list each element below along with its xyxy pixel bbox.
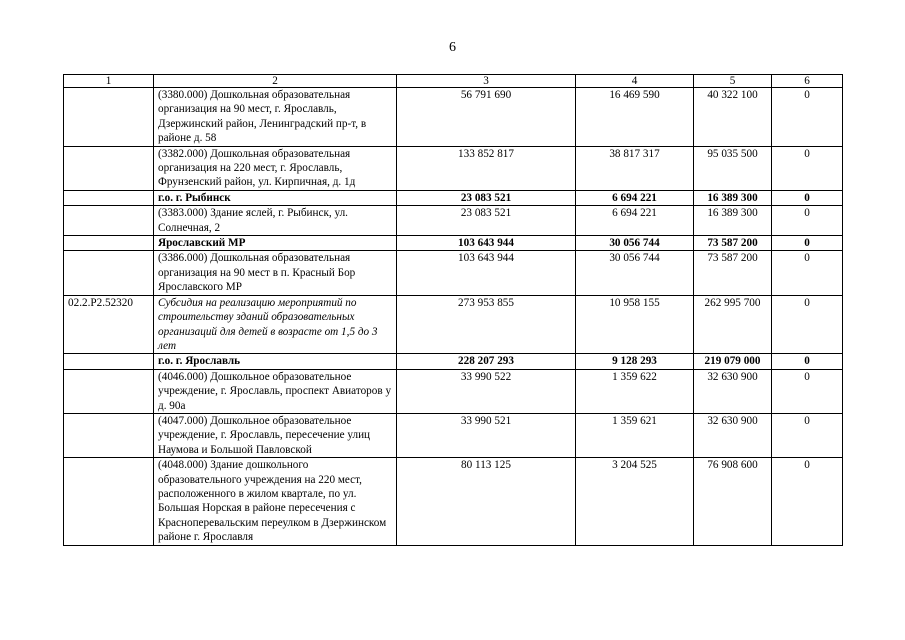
other-cell: 0 bbox=[772, 458, 843, 545]
other-cell: 0 bbox=[772, 88, 843, 147]
federal-budget-cell: 76 908 600 bbox=[694, 458, 772, 545]
other-cell: 0 bbox=[772, 236, 843, 251]
regional-budget-cell: 38 817 317 bbox=[576, 146, 694, 190]
regional-budget-cell: 30 056 744 bbox=[576, 236, 694, 251]
table-row bbox=[64, 236, 843, 251]
name-cell: Субсидия на реализацию мероприятий по строительству зданий образовательных организаций для детей в возрасте от 1,5 до 3 лет bbox=[154, 295, 397, 354]
table-row bbox=[64, 413, 843, 457]
name-cell: (4046.000) Дошкольное образовательное учреждение, г. Ярославль, проспект Авиаторов у д. 90а bbox=[154, 369, 397, 413]
total-cell: 33 990 522 bbox=[397, 369, 576, 413]
regional-budget-cell: 10 958 155 bbox=[576, 295, 694, 354]
federal-budget-cell: 73 587 200 bbox=[694, 236, 772, 251]
code-cell: 02.2.P2.52320 bbox=[64, 295, 154, 354]
table-row bbox=[64, 369, 843, 413]
federal-budget-cell: 95 035 500 bbox=[694, 146, 772, 190]
code-cell bbox=[64, 458, 154, 545]
code-cell bbox=[64, 146, 154, 190]
other-cell: 0 bbox=[772, 190, 843, 205]
name-cell: (3383.000) Здание яслей, г. Рыбинск, ул. Солнечная, 2 bbox=[154, 206, 397, 236]
code-cell bbox=[64, 251, 154, 295]
column-header: 2 bbox=[154, 75, 397, 88]
table-row bbox=[64, 190, 843, 205]
column-header: 1 bbox=[64, 75, 154, 88]
page-number: 6 bbox=[449, 40, 456, 55]
name-cell: (4047.000) Дошкольное образовательное учреждение, г. Ярославль, пересечение улиц Наумова и Большой Павловской bbox=[154, 413, 397, 457]
table-row bbox=[64, 206, 843, 236]
federal-budget-cell: 262 995 700 bbox=[694, 295, 772, 354]
table-header-row bbox=[64, 75, 843, 88]
regional-budget-cell: 6 694 221 bbox=[576, 190, 694, 205]
column-header: 3 bbox=[397, 75, 576, 88]
code-cell bbox=[64, 88, 154, 147]
regional-budget-cell: 6 694 221 bbox=[576, 206, 694, 236]
table-row bbox=[64, 88, 843, 147]
code-cell bbox=[64, 369, 154, 413]
other-cell: 0 bbox=[772, 206, 843, 236]
other-cell: 0 bbox=[772, 251, 843, 295]
total-cell: 103 643 944 bbox=[397, 251, 576, 295]
name-cell: (3382.000) Дошкольная образовательная организация на 220 мест, г. Ярославль, Фрунзенский район, ул. Кирпичная, д. 1д bbox=[154, 146, 397, 190]
code-cell bbox=[64, 236, 154, 251]
total-cell: 228 207 293 bbox=[397, 354, 576, 369]
federal-budget-cell: 16 389 300 bbox=[694, 190, 772, 205]
regional-budget-cell: 1 359 622 bbox=[576, 369, 694, 413]
other-cell: 0 bbox=[772, 295, 843, 354]
total-cell: 56 791 690 bbox=[397, 88, 576, 147]
column-header: 5 bbox=[694, 75, 772, 88]
table-row bbox=[64, 295, 843, 354]
federal-budget-cell: 32 630 900 bbox=[694, 369, 772, 413]
budget-table bbox=[63, 74, 843, 546]
total-cell: 273 953 855 bbox=[397, 295, 576, 354]
column-header: 6 bbox=[772, 75, 843, 88]
regional-budget-cell: 16 469 590 bbox=[576, 88, 694, 147]
code-cell bbox=[64, 206, 154, 236]
name-cell: (3380.000) Дошкольная образовательная организация на 90 мест, г. Ярославль, Дзержинский район, Ленинградский пр-т, в районе д. 58 bbox=[154, 88, 397, 147]
total-cell: 33 990 521 bbox=[397, 413, 576, 457]
name-cell: Ярославский МР bbox=[154, 236, 397, 251]
regional-budget-cell: 1 359 621 bbox=[576, 413, 694, 457]
other-cell: 0 bbox=[772, 146, 843, 190]
regional-budget-cell: 30 056 744 bbox=[576, 251, 694, 295]
table-row bbox=[64, 458, 843, 545]
total-cell: 23 083 521 bbox=[397, 206, 576, 236]
table-row bbox=[64, 354, 843, 369]
table-row bbox=[64, 251, 843, 295]
total-cell: 80 113 125 bbox=[397, 458, 576, 545]
federal-budget-cell: 32 630 900 bbox=[694, 413, 772, 457]
other-cell: 0 bbox=[772, 369, 843, 413]
other-cell: 0 bbox=[772, 354, 843, 369]
federal-budget-cell: 73 587 200 bbox=[694, 251, 772, 295]
name-cell: (4048.000) Здание дошкольного образовательного учреждения на 220 мест, расположенного в жилом квартале, по ул. Большая Норская в районе пересечения с Красноперевальским переулком в Дзержинском районе г. Ярославля bbox=[154, 458, 397, 545]
code-cell bbox=[64, 354, 154, 369]
column-header: 4 bbox=[576, 75, 694, 88]
name-cell: г.о. г. Ярославль bbox=[154, 354, 397, 369]
table-row bbox=[64, 146, 843, 190]
name-cell: г.о. г. Рыбинск bbox=[154, 190, 397, 205]
federal-budget-cell: 40 322 100 bbox=[694, 88, 772, 147]
other-cell: 0 bbox=[772, 413, 843, 457]
code-cell bbox=[64, 190, 154, 205]
code-cell bbox=[64, 413, 154, 457]
regional-budget-cell: 3 204 525 bbox=[576, 458, 694, 545]
regional-budget-cell: 9 128 293 bbox=[576, 354, 694, 369]
federal-budget-cell: 16 389 300 bbox=[694, 206, 772, 236]
federal-budget-cell: 219 079 000 bbox=[694, 354, 772, 369]
total-cell: 23 083 521 bbox=[397, 190, 576, 205]
total-cell: 133 852 817 bbox=[397, 146, 576, 190]
name-cell: (3386.000) Дошкольная образовательная организация на 90 мест в п. Красный Бор Ярославского МР bbox=[154, 251, 397, 295]
total-cell: 103 643 944 bbox=[397, 236, 576, 251]
